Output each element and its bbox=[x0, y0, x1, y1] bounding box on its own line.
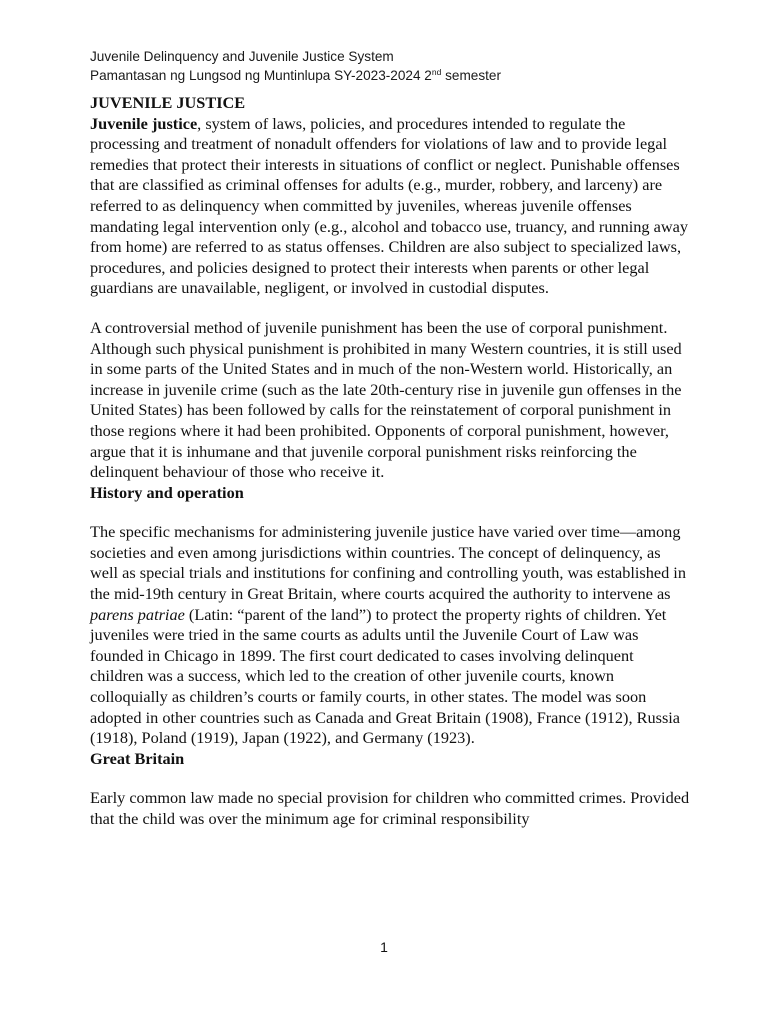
history-text-end: (Latin: “parent of the land”) to protect the property rights of children. Yet juveniles were tried in the same courts as adults until the Juvenile Court of Law was founded in Chicago in 1899. The first court dedicated to cases involving delinquent children was a success, which led to the creation of other juvenile courts, known colloquially as children’s courts or family courts, in other states. The model was soon adopted in other countries such as Canada and Great Britain (1908), France (1912), Russia (1918), Poland (1919), Japan (1922), and Germany (1923). bbox=[90, 604, 681, 748]
paragraph-great-britain: Early common law made no special provision for children who committed crimes. Provided that the child was over the minimum age for criminal responsibility bbox=[90, 788, 690, 828]
running-header bbox=[90, 47, 501, 85]
header-school-line bbox=[90, 66, 501, 85]
header-school-name: Pamantasan ng Lungsod ng Muntinlupa SY-2023-2024 2 bbox=[90, 68, 432, 83]
header-semester: semester bbox=[441, 68, 502, 83]
header-course-title: Juvenile Delinquency and Juvenile Justice System bbox=[90, 49, 394, 64]
defined-term: Juvenile justice bbox=[90, 113, 198, 133]
paragraph-history bbox=[90, 522, 690, 749]
paragraph-definition bbox=[90, 114, 690, 299]
page-number: 1 bbox=[380, 939, 388, 955]
header-ordinal-suffix: nd bbox=[431, 67, 442, 77]
latin-term: parens patriae bbox=[90, 604, 185, 624]
definition-text: , system of laws, policies, and procedures intended to regulate the processing and treatment of nonadult offenders for violations of law and to provide legal remedies that protect their interests in situations of conflict or neglect. Punishable offenses that are classified as criminal offenses for adults (e.g., murder, robbery, and larceny) are referred to as delinquency when committed by juveniles, whereas juvenile offenses mandating legal intervention only (e.g., alcohol and tobacco use, truancy, and running away from home) are referred to as status offenses. Children are also subject to specialized laws, procedures, and policies designed to protect their interests when parents or other legal guardians are unavailable, negligent, or involved in custodial disputes. bbox=[90, 113, 688, 298]
history-text-start: The specific mechanisms for administering juvenile justice have varied over time—among societies and even among jurisdictions within countries. The concept of delinquency, as well as special trials and institutions for confining and controlling youth, was established in the mid-19th century in Great Britain, where courts acquired the authority to intervene as bbox=[90, 522, 686, 604]
document-title: JUVENILE JUSTICE bbox=[90, 93, 246, 112]
paragraph-corporal-punishment: A controversial method of juvenile punishment has been the use of corporal punishment. Although such physical punishment is prohibited in many Western countries, it is still used in some parts of the United States and in much of the non-Western world. Historically, an increase in juvenile crime (such as the late 20th-century rise in juvenile gun offenses in the United States) has been followed by calls for the reinstatement of corporal punishment in those regions where it had been prohibited. Opponents of corporal punishment, however, argue that it is inhumane and that juvenile corporal punishment risks reinforcing the delinquent behaviour of those who receive it. bbox=[90, 317, 682, 482]
heading-history-and-operation: History and operation bbox=[90, 482, 244, 502]
document-body bbox=[90, 93, 690, 830]
heading-great-britain: Great Britain bbox=[90, 748, 185, 768]
